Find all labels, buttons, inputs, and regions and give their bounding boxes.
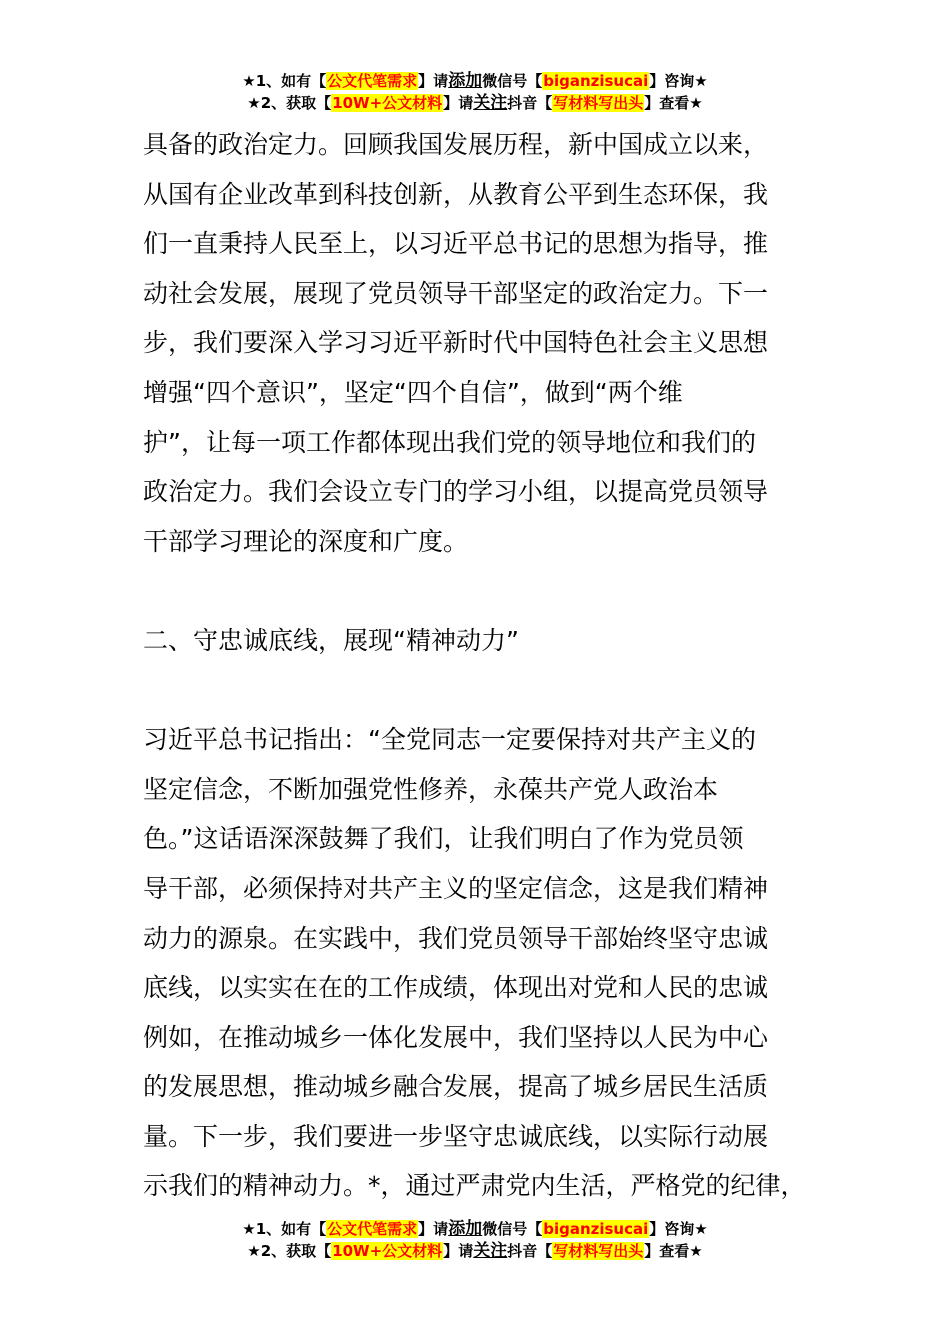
promo-text: 微信号【 (482, 1220, 543, 1238)
promo-line-wechat (0, 1218, 950, 1240)
promo-text: 】咨询★ (649, 1220, 708, 1238)
promo-text: 】请 (443, 94, 474, 112)
promo-line-wechat (0, 70, 950, 92)
promo-banner-top (0, 70, 950, 114)
text-line: 色。”这话语深深鼓舞了我们，让我们明白了作为党员领 (143, 824, 744, 854)
text-line: 导干部，必须保持对共产主义的坚定信念，这是我们精神 (143, 873, 769, 903)
text-line: 动社会发展，展现了党员领导干部坚定的政治定力。下一 (143, 278, 769, 308)
promo-text: ★1、如有【 (242, 1220, 327, 1238)
promo-highlight: 公文代笔需求 (327, 72, 418, 90)
text-line: 护”，让每一项工作都体现出我们党的领导地位和我们的 (143, 427, 756, 457)
text-line: 们一直秉持人民至上，以习近平总书记的思想为指导，推 (143, 229, 769, 259)
promo-emphasis: 关注 (473, 93, 508, 113)
promo-text: 抖音【 (507, 94, 553, 112)
promo-wechat-id: biganzisucai (543, 72, 649, 90)
promo-emphasis: 添加 (448, 71, 483, 91)
promo-douyin-account: 写材料写出头 (553, 1242, 644, 1260)
text-line: 政治定力。我们会设立专门的学习小组，以提高党员领导 (143, 477, 769, 507)
promo-banner-bottom (0, 1218, 950, 1262)
promo-line-douyin (0, 1240, 950, 1262)
promo-line-douyin (0, 92, 950, 114)
paragraph-spacer (143, 566, 823, 616)
promo-highlight: 10W+公文材料 (332, 94, 443, 112)
paragraph-1 (143, 120, 823, 566)
promo-text: 微信号【 (482, 72, 543, 90)
promo-text: ★2、获取【 (247, 94, 332, 112)
text-line: 坚定信念，不断加强党性修养，永葆共产党人政治本 (143, 774, 719, 804)
promo-wechat-id: biganzisucai (543, 1220, 649, 1238)
promo-text: 】请 (418, 72, 449, 90)
text-line: 示我们的精神动力。*，通过严肃党内生活，严格党的纪律， (143, 1171, 806, 1201)
text-line: 例如，在推动城乡一体化发展中，我们坚持以人民为中心 (143, 1022, 769, 1052)
text-line: 动力的源泉。在实践中，我们党员领导干部始终坚守忠诚 (143, 923, 769, 953)
text-line: 干部学习理论的深度和广度。 (143, 526, 469, 556)
promo-text: 】咨询★ (649, 72, 708, 90)
promo-highlight: 公文代笔需求 (327, 1220, 418, 1238)
promo-text: 抖音【 (507, 1242, 553, 1260)
promo-highlight: 10W+公文材料 (332, 1242, 443, 1260)
promo-text: 】查看★ (644, 94, 703, 112)
text-line: 底线，以实实在在的工作成绩，体现出对党和人民的忠诚 (143, 973, 769, 1003)
promo-emphasis: 关注 (473, 1241, 508, 1261)
promo-text: ★1、如有【 (242, 72, 327, 90)
paragraph-2 (143, 715, 823, 1211)
section-heading: 二、守忠诚底线，展现“精神动力” (143, 625, 519, 655)
text-line: 的发展思想，推动城乡融合发展，提高了城乡居民生活质 (143, 1072, 769, 1102)
promo-text: ★2、获取【 (247, 1242, 332, 1260)
text-line: 量。下一步，我们要进一步坚守忠诚底线，以实际行动展 (143, 1121, 769, 1151)
text-line: 增强“四个意识”，坚定“四个自信”，做到“两个维 (143, 377, 683, 407)
paragraph-spacer (143, 666, 823, 716)
text-line: 具备的政治定力。回顾我国发展历程，新中国成立以来， (143, 130, 769, 159)
text-line: 习近平总书记指出：“全党同志一定要保持对共产主义的 (143, 725, 756, 755)
document-body (143, 120, 823, 1211)
text-line: 步，我们要深入学习习近平新时代中国特色社会主义思想 (143, 328, 769, 358)
promo-text: 】请 (443, 1242, 474, 1260)
promo-douyin-account: 写材料写出头 (553, 94, 644, 112)
promo-text: 】查看★ (644, 1242, 703, 1260)
text-line: 从国有企业改革到科技创新，从教育公平到生态环保，我 (143, 179, 769, 209)
promo-text: 】请 (418, 1220, 449, 1238)
promo-emphasis: 添加 (448, 1219, 483, 1239)
